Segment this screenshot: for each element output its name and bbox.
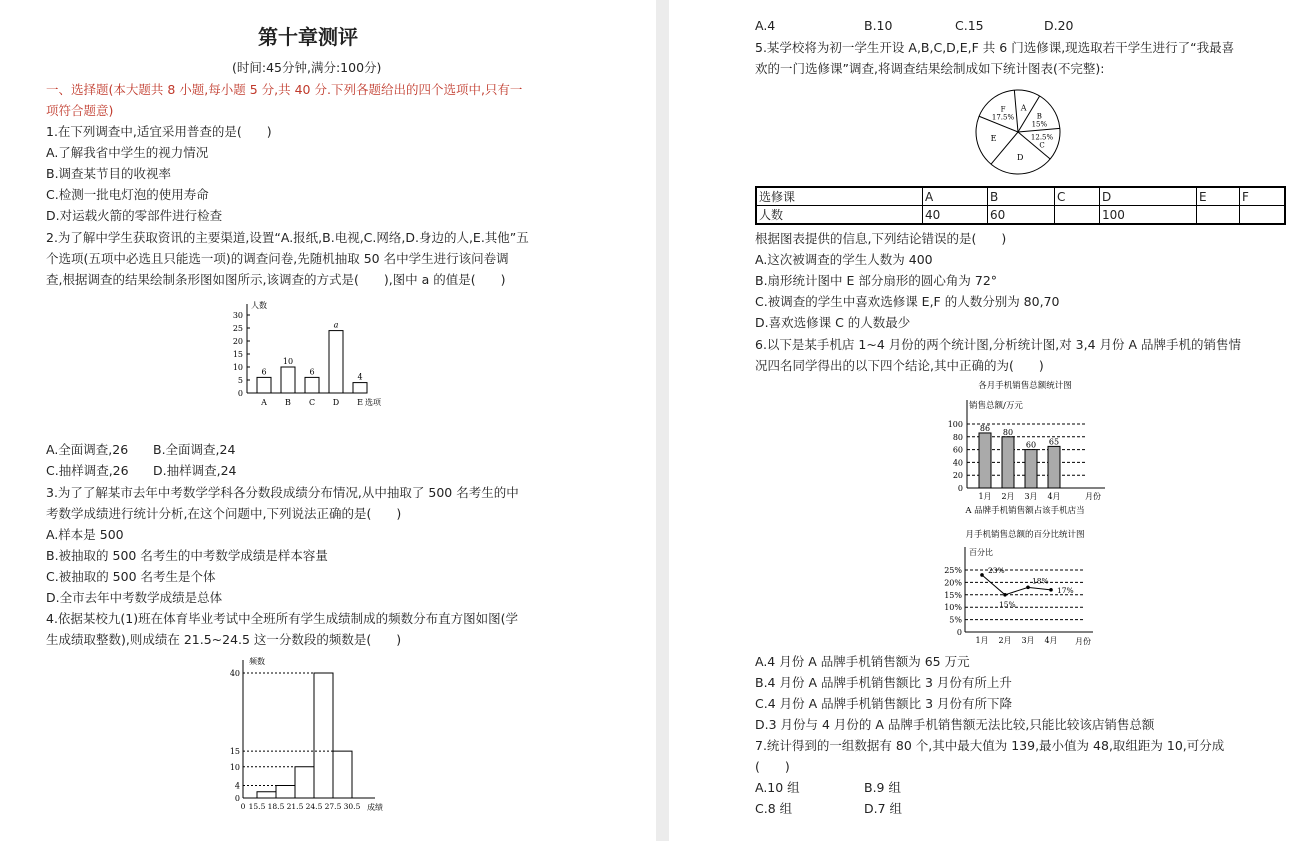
y-tick-label: 20% bbox=[944, 578, 962, 588]
q3-option-d: D.全市去年中考数学成绩是总体 bbox=[46, 590, 223, 605]
bar-E bbox=[353, 383, 367, 393]
x-tick-label: 24.5 bbox=[305, 802, 323, 811]
q2-option-c: C.抽样调查,26 bbox=[46, 463, 129, 478]
q4-option-b: B.10 bbox=[864, 18, 893, 33]
q5-table-header-cell: 选修课 bbox=[756, 187, 923, 206]
y-tick-label: 25 bbox=[232, 324, 243, 333]
bar-value-label: 86 bbox=[979, 423, 991, 433]
section-heading-1: 一、选择题(本大题共 8 小题,每小题 5 分,共 40 分.下列各题给出的四个选项中,只有一 bbox=[46, 82, 523, 97]
q5-after: 根据图表提供的信息,下列结论错误的是( ) bbox=[755, 231, 1007, 246]
q5-table-cell: 人数 bbox=[756, 206, 923, 225]
q3-option-a: A.样本是 500 bbox=[46, 527, 124, 542]
pie-slice-D: D bbox=[1016, 153, 1024, 163]
q3-option-c: C.被抽取的 500 名考生是个体 bbox=[46, 569, 216, 584]
bar-2月 bbox=[1002, 437, 1014, 488]
histogram-bar-24.5-27.5 bbox=[314, 673, 333, 798]
q7-option-b: B.9 组 bbox=[864, 780, 901, 795]
data-point bbox=[1003, 593, 1007, 597]
q5-table bbox=[755, 186, 1286, 225]
y-tick-label: 0 bbox=[234, 794, 240, 803]
histogram-bar-21.5-24.5 bbox=[295, 767, 314, 798]
x-tick-label: B bbox=[285, 398, 291, 407]
y-axis-label: 销售总额/万元 bbox=[969, 401, 1023, 411]
q3-stem-line1: 3.为了了解某市去年中考数学学科各分数段成绩分布情况,从中抽取了 500 名考生的中 bbox=[46, 485, 519, 500]
q6-option-a: A.4 月份 A 品牌手机销售额为 65 万元 bbox=[755, 654, 970, 669]
q5-table-cell bbox=[1055, 206, 1100, 225]
q5-table-cell: 60 bbox=[988, 206, 1055, 225]
q5-table-header-cell: B bbox=[988, 187, 1055, 206]
q5-stem-line2: 欢的一门选修课”调查,将调查结果绘制成如下统计图表(不完整): bbox=[755, 61, 1105, 76]
pie-slice-A: A bbox=[1020, 103, 1027, 113]
q2-option-a: A.全面调查,26 bbox=[46, 442, 129, 457]
y-tick-label: 80 bbox=[952, 432, 963, 442]
x-tick-label: 18.5 bbox=[267, 802, 285, 811]
y-tick-label: 10% bbox=[944, 603, 962, 613]
q6-stem-line1: 6.以下是某手机店 1~4 月份的两个统计图,分析统计图,对 3,4 月份 A 品牌手机的销售情 bbox=[755, 337, 1242, 352]
bar-3月 bbox=[1025, 450, 1037, 488]
q5-table-header-cell: D bbox=[1100, 187, 1197, 206]
pie-slice-F: F bbox=[1000, 105, 1006, 114]
q4-option-a: A.4 bbox=[755, 18, 776, 33]
y-tick-label: 30 bbox=[232, 311, 243, 320]
q6-option-b: B.4 月份 A 品牌手机销售额比 3 月份有所上升 bbox=[755, 675, 1012, 690]
q5-option-a: A.这次被调查的学生人数为 400 bbox=[755, 252, 933, 267]
x-tick-label: 2月 bbox=[1001, 492, 1015, 501]
doc-subtitle: (时间:45分钟,满分:100分) bbox=[232, 60, 382, 75]
q2-stem-line2: 个选项(五项中必选且只能选一项)的调查问卷,先随机抽取 50 名中学生进行该问卷调 bbox=[46, 251, 509, 266]
y-tick-label: 15 bbox=[232, 350, 243, 359]
q4-option-c: C.15 bbox=[955, 18, 984, 33]
x-tick-label: 1月 bbox=[978, 492, 992, 501]
q1-option-d: D.对运载火箭的零部件进行检查 bbox=[46, 208, 223, 223]
q5-table-header-cell: E bbox=[1197, 187, 1240, 206]
q4-stem-line2: 生成绩取整数),则成绩在 21.5~24.5 这一分数段的频数是( ) bbox=[46, 632, 402, 647]
q7-stem-line2: ( ) bbox=[755, 759, 790, 774]
q7-stem-line1: 7.统计得到的一组数据有 80 个,其中最大值为 139,最小值为 48,取组距为 10,可分成 bbox=[755, 738, 1225, 753]
x-tick-label: 0 bbox=[240, 802, 246, 811]
x-tick-label: 30.5 bbox=[343, 802, 361, 811]
q5-table-cell: 40 bbox=[923, 206, 988, 225]
x-tick-label: 4月 bbox=[1047, 492, 1061, 501]
bar-value-label: 65 bbox=[1048, 437, 1060, 447]
bar-C bbox=[305, 377, 319, 393]
y-tick-label: 0 bbox=[237, 389, 243, 398]
data-label: 18% bbox=[1032, 576, 1049, 586]
q1-stem: 1.在下列调查中,适宜采用普查的是( ) bbox=[46, 124, 272, 139]
q5-pie-chart bbox=[972, 88, 1066, 176]
q2-bar-chart bbox=[225, 298, 395, 410]
y-axis-label: 百分比 bbox=[969, 548, 993, 557]
x-tick-label: 21.5 bbox=[286, 802, 304, 811]
chart-title: A 品牌手机销售额占该手机店当 bbox=[965, 506, 1085, 516]
q5-table-header-cell: A bbox=[923, 187, 988, 206]
y-tick-label: 10 bbox=[232, 363, 243, 372]
q6-option-d: D.3 月份与 4 月份的 A 品牌手机销售额无法比较,只能比较该店销售总额 bbox=[755, 717, 1155, 732]
data-point bbox=[1049, 588, 1053, 592]
data-point bbox=[1026, 586, 1030, 590]
q4-stem-line1: 4.依据某校九(1)班在体育毕业考试中全班所有学生成绩制成的频数分布直方图如图(学 bbox=[46, 611, 519, 626]
q2-stem-line3: 查,根据调查的结果绘制条形图如图所示,该调查的方式是( ),图中 a 的值是( ) bbox=[46, 272, 506, 287]
x-tick-label: 3月 bbox=[1024, 492, 1038, 501]
x-tick-label: 1月 bbox=[975, 636, 989, 645]
y-tick-label: 60 bbox=[952, 445, 963, 455]
y-axis-label: 人数 bbox=[251, 301, 267, 310]
bar-A bbox=[257, 377, 271, 393]
y-tick-label: 20 bbox=[952, 471, 963, 481]
bar-value-label: 4 bbox=[357, 372, 363, 382]
q5-table-header-cell: F bbox=[1240, 187, 1286, 206]
y-tick-label: 5% bbox=[949, 615, 962, 625]
bar-value-label: 6 bbox=[309, 367, 315, 377]
data-point bbox=[980, 573, 984, 577]
q7-option-c: C.8 组 bbox=[755, 801, 793, 816]
x-tick-label: 27.5 bbox=[324, 802, 342, 811]
q1-option-b: B.调查某节目的收视率 bbox=[46, 166, 172, 181]
x-tick-label: A bbox=[261, 398, 267, 407]
x-axis-label: 月份 bbox=[1075, 637, 1091, 646]
y-tick-label: 100 bbox=[947, 420, 963, 429]
data-label: 23% bbox=[988, 565, 1005, 575]
q4-option-d: D.20 bbox=[1044, 18, 1074, 33]
y-tick-label: 40 bbox=[229, 669, 240, 678]
q6-sales-bar-chart bbox=[925, 376, 1125, 504]
x-tick-label: E bbox=[357, 398, 363, 407]
q5-table-header-row bbox=[756, 187, 1285, 206]
q5-table-header-cell: C bbox=[1055, 187, 1100, 206]
section-heading-2: 项符合题意) bbox=[46, 103, 114, 118]
chart-title: 各月手机销售总额统计图 bbox=[978, 381, 1072, 391]
bar-value-label: 6 bbox=[261, 367, 267, 377]
y-tick-label: 40 bbox=[952, 458, 963, 468]
histogram-bar-15.5-18.5 bbox=[257, 792, 276, 798]
histogram-bar-27.5-30.5 bbox=[333, 751, 352, 798]
x-tick-label: 4月 bbox=[1044, 636, 1058, 645]
data-label: 15% bbox=[999, 599, 1016, 609]
y-tick-label: 15% bbox=[944, 590, 962, 600]
bar-4月 bbox=[1048, 446, 1060, 488]
y-tick-label: 0 bbox=[956, 628, 962, 637]
chart-title: 月手机销售总额的百分比统计图 bbox=[965, 530, 1085, 540]
bar-value-label: 10 bbox=[282, 357, 294, 366]
q2-option-d: D.抽样调查,24 bbox=[153, 463, 237, 478]
y-tick-label: 4 bbox=[234, 781, 240, 791]
q2-stem-line1: 2.为了解中学生获取资讯的主要渠道,设置“A.报纸,B.电视,C.网络,D.身边的人,E.其他”五 bbox=[46, 230, 529, 245]
q5-table-cell: 100 bbox=[1100, 206, 1197, 225]
data-label: 17% bbox=[1057, 585, 1074, 595]
q7-option-a: A.10 组 bbox=[755, 780, 800, 795]
bar-D bbox=[329, 331, 343, 393]
x-tick-label: 2月 bbox=[998, 636, 1012, 645]
q4-histogram bbox=[225, 652, 395, 812]
y-tick-label: 5 bbox=[237, 376, 243, 385]
pie-slice-label: 17.5% bbox=[991, 113, 1015, 122]
x-tick-label: D bbox=[332, 398, 340, 407]
histogram-bar-18.5-21.5 bbox=[276, 786, 295, 799]
pie-slice-C: 12.5% bbox=[1030, 133, 1054, 142]
y-tick-label: 25% bbox=[944, 566, 962, 575]
q5-option-c: C.被调查的学生中喜欢选修课 E,F 的人数分别为 80,70 bbox=[755, 294, 1060, 309]
q6-option-c: C.4 月份 A 品牌手机销售额比 3 月份有所下降 bbox=[755, 696, 1013, 711]
pie-slice-B: B bbox=[1036, 112, 1042, 121]
q7-option-d: D.7 组 bbox=[864, 801, 903, 816]
y-axis-label: 频数 bbox=[249, 657, 265, 666]
x-tick-label: 3月 bbox=[1021, 636, 1035, 645]
q5-table-cell bbox=[1240, 206, 1286, 225]
pie-slice-label: 15% bbox=[1031, 120, 1048, 129]
y-tick-label: 20 bbox=[232, 337, 243, 346]
x-axis-label: 成绩 bbox=[367, 803, 383, 812]
q5-stem-line1: 5.某学校将为初一学生开设 A,B,C,D,E,F 共 6 门选修课,现选取若干学生进行了“我最喜 bbox=[755, 40, 1235, 55]
bar-value-label: 80 bbox=[1002, 427, 1014, 437]
q3-option-b: B.被抽取的 500 名考生的中考数学成绩是样本容量 bbox=[46, 548, 328, 563]
bar-1月 bbox=[979, 433, 991, 488]
q5-table-data-row bbox=[756, 206, 1285, 225]
x-axis-label: 选项 bbox=[365, 398, 381, 407]
y-tick-label: 0 bbox=[957, 484, 963, 493]
pie-slice-E: E bbox=[990, 134, 997, 144]
y-tick-label: 10 bbox=[229, 762, 240, 772]
q1-option-c: C.检测一批电灯泡的使用寿命 bbox=[46, 187, 209, 202]
q2-option-b: B.全面调查,24 bbox=[153, 442, 236, 457]
doc-title: 第十章测评 bbox=[258, 25, 358, 49]
x-tick-label: C bbox=[308, 398, 316, 407]
bar-value-label: 60 bbox=[1025, 440, 1037, 450]
q5-option-d: D.喜欢选修课 C 的人数最少 bbox=[755, 315, 911, 330]
q3-stem-line2: 考数学成绩进行统计分析,在这个问题中,下列说法正确的是( ) bbox=[46, 506, 402, 521]
q5-table-cell bbox=[1197, 206, 1240, 225]
x-axis-label: 月份 bbox=[1085, 492, 1101, 501]
q5-option-b: B.扇形统计图中 E 部分扇形的圆心角为 72° bbox=[755, 273, 998, 288]
y-tick-label: 15 bbox=[229, 747, 240, 757]
q6-stem-line2: 况四名同学得出的以下四个结论,其中正确的为( ) bbox=[755, 358, 1044, 373]
q1-option-a: A.了解我省中学生的视力情况 bbox=[46, 145, 209, 160]
bar-B bbox=[281, 367, 295, 393]
pie-slice-label: C bbox=[1039, 141, 1045, 150]
q6-percent-line-chart bbox=[925, 505, 1125, 650]
bar-value-label: a bbox=[333, 320, 339, 330]
x-tick-label: 15.5 bbox=[248, 802, 266, 811]
